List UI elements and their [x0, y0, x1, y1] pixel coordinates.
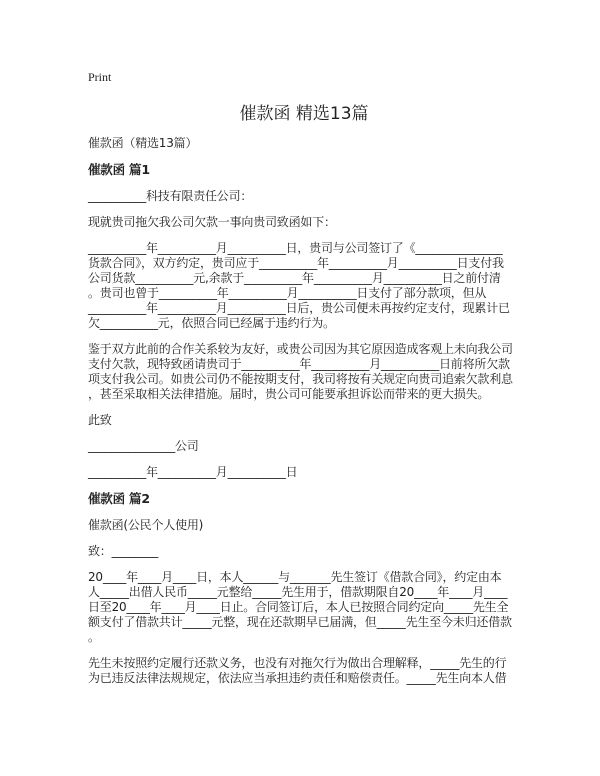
- text-line: 催款函（精选13篇）: [88, 136, 198, 150]
- section-heading: [88, 162, 520, 177]
- text-line: 此致: [88, 413, 112, 427]
- paragraph: [88, 465, 520, 480]
- text-line: 为已违反法律法规规定，依法应当承担违约责任和赔偿责任。_____先生向本人借: [88, 671, 507, 685]
- text-line: 20____年____月____日，本人______与_______先生签订《借款合同》，约定由本: [88, 570, 502, 584]
- text-line: ，甚至采取相关法律措施。届时，贵公司可能要承担诉讼而带来的更大损失。: [88, 387, 490, 401]
- paragraph: [88, 544, 520, 559]
- paragraph: [88, 413, 520, 428]
- document-page: [88, 70, 520, 697]
- text-line: 催款函 篇1: [88, 162, 150, 177]
- document-body: [88, 136, 520, 686]
- text-line: 人_____出借人民币_____元整给_____先生用于，借款期限自20____年____月____: [88, 585, 508, 599]
- paragraph: [88, 342, 520, 402]
- text-line: 欠__________元，依照合同已经属于违约行为。: [88, 316, 335, 330]
- paragraph: [88, 518, 520, 533]
- paragraph: [88, 189, 520, 204]
- paragraph: [88, 241, 520, 331]
- text-line: 项支付我公司。如贵公司仍不能按期支付，我司将按有关规定向贵司追索欠款利息: [88, 372, 513, 386]
- text-line: _______________公司: [88, 439, 199, 453]
- text-line: 额支付了借款共计_____元整，现在还款期早已届满，但_____先生至今未归还借款: [88, 615, 512, 629]
- paragraph: [88, 136, 520, 151]
- text-line: __________年__________月__________日后，贵公司便未再按约定支付，现累计已: [88, 301, 510, 315]
- text-line: 货款合同》，双方约定，贵司应于__________年__________月__________日支付我: [88, 256, 504, 270]
- text-line: 催款函(公民个人使用): [88, 518, 204, 532]
- document-title: 催款函 精选13篇: [239, 104, 369, 124]
- text-line: 鉴于双方此前的合作关系较为友好，或贵公司因为其它原因造成客观上未向我公司: [88, 342, 513, 356]
- text-line: __________科技有限责任公司：: [88, 189, 253, 203]
- paragraph: [88, 570, 520, 645]
- paragraph: [88, 215, 520, 230]
- text-line: 先生未按照约定履行还款义务，也没有对拖欠行为做出合理解释，_____先生的行: [88, 656, 507, 670]
- paragraph: [88, 656, 520, 686]
- text-line: 公司货款__________元,余款于__________年__________月__________日之前付清: [88, 271, 501, 285]
- text-line: 。贵司也曾于__________年__________月__________日支付了部分款项，但从: [88, 286, 487, 300]
- text-line: __________年__________月__________日: [88, 465, 298, 479]
- text-line: 催款函 篇2: [88, 491, 150, 506]
- text-line: 支付欠款，现特致函请贵司于__________年__________月__________日前将所欠款: [88, 357, 510, 371]
- section-heading: [88, 491, 520, 506]
- text-line: __________年__________月__________日，贵司与公司签订了《_______________: [88, 241, 503, 255]
- paragraph: [88, 439, 520, 454]
- text-line: 现就贵司拖欠我公司欠款一事向贵司致函如下：: [88, 215, 336, 229]
- text-line: 。: [88, 630, 100, 644]
- print-link[interactable]: Print: [88, 70, 112, 84]
- text-line: 日至20____年____月____日止。合同签订后，本人已按照合同约定向_____先生全: [88, 600, 509, 614]
- text-line: 致：________: [88, 544, 159, 558]
